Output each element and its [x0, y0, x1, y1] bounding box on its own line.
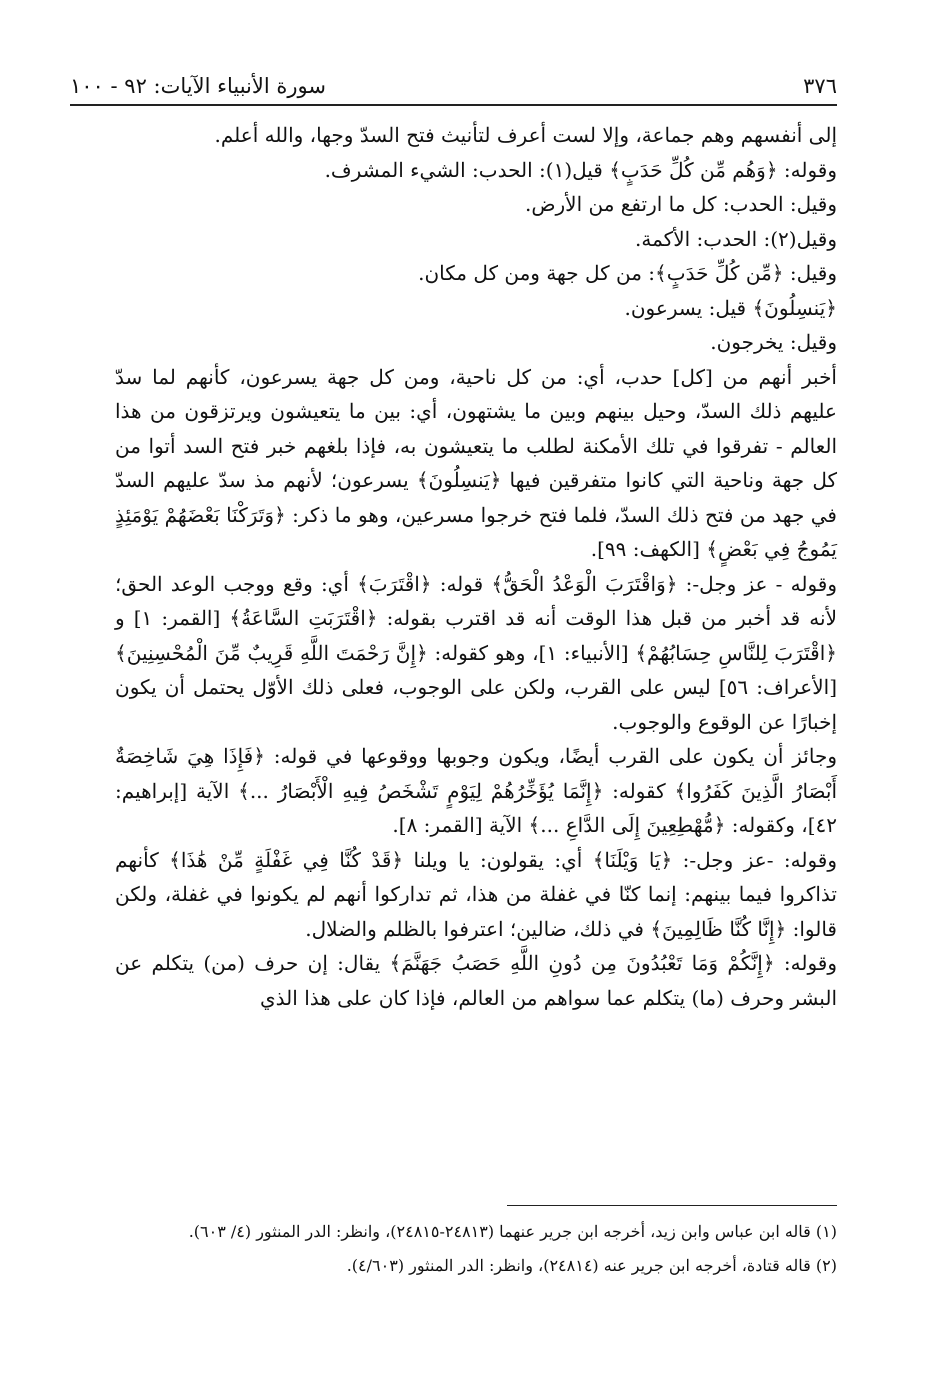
- footnote-divider: [507, 1205, 837, 1206]
- paragraph: وقيل: يخرجون.: [710, 330, 837, 354]
- paragraph: وجائز أن يكون على القرب أيضًا، ويكون وجوبها ووقوعها في قوله: ﴿فَإِذَا هِيَ شَاخِصَةٌ أَبْصَارُ الَّذِينَ كَفَرُوا﴾ كقوله: ﴿إِنَّمَا يُؤَخِّرُهُمْ لِيَوْمٍ تَشْخَصُ فِيهِ الْأَبْصَارُ ...﴾ الآية [إبراهيم: ٤٢]، وكقوله: ﴿مُّهْطِعِينَ إِلَى الدَّاعِ ...﴾ الآية [القمر: ٨].: [115, 744, 837, 837]
- paragraph: وقوله - عز وجل-: ﴿وَاقْتَرَبَ الْوَعْدُ الْحَقُّ﴾ قوله: ﴿اقْتَرَبَ﴾ أي: وقع ووجب الوعد الحق؛ لأنه قد أخبر من قبل هذا الوقت أنه قد اقترب بقوله: ﴿اقْتَرَبَتِ السَّاعَةُ﴾ [القمر: ١] و ﴿اقْتَرَبَ لِلنَّاسِ حِسَابُهُمْ﴾ [الأنبياء: ١]، وهو كقوله: ﴿إِنَّ رَحْمَتَ اللَّهِ قَرِيبٌ مِّنَ الْمُحْسِنِينَ﴾ [الأعراف: ٥٦] ليس على القرب، ولكن على الوجوب، فعلى ذلك الأوّل يحتمل أن يكون إخبارًا عن الوقوع والوجوب.: [115, 571, 837, 734]
- paragraph: إلى أنفسهم وهم جماعة، وإلا لست أعرف لتأنيث فتح السدّ وجها، والله أعلم.: [214, 123, 837, 147]
- paragraph: وقيل: الحدب: كل ما ارتفع من الأرض.: [524, 192, 837, 216]
- footnote: (٢) قاله قتادة، أخرجه ابن جرير عنه (٢٤٨١٤)، وانظر: الدر المنثور (٤/٦٠٣).: [346, 1256, 837, 1275]
- page-number: ٣٧٦: [803, 74, 837, 98]
- paragraph: وقوله: ﴿إِنَّكُمْ وَمَا تَعْبُدُونَ مِن دُونِ اللَّهِ حَصَبُ جَهَنَّمَ﴾ يقال: إن حرف (من) يتكلم عن البشر وحرف (ما) يتكلم عما سواهم من العالم، فإذا كان على هذا الذي: [115, 951, 837, 1010]
- paragraph: وقيل: ﴿مِّن كُلِّ حَدَبٍ﴾: من كل جهة ومن كل مكان.: [418, 261, 837, 285]
- paragraph: ﴿يَنسِلُونَ﴾ قيل: يسرعون.: [624, 295, 837, 320]
- footnote: (١) قاله ابن عباس وابن زيد، أخرجه ابن جرير عنهما (٢٤٨١٣-٢٤٨١٥)، وانظر: الدر المنثور (٤/ ٦٠٣).: [188, 1222, 837, 1241]
- paragraph: وقوله: -عز وجل-: ﴿يَا وَيْلَنَا﴾ أي: يقولون: يا ويلنا ﴿قَدْ كُنَّا فِي غَفْلَةٍ مِّنْ هَٰذَا﴾ كأنهم تذاكروا فيما بينهم: إنما كنّا في غفلة من هذا، ثم تداركوا أنهم لم يكونوا في غفلة، ولكن قالوا: ﴿إِنَّا كُنَّا ظَالِمِينَ﴾ في ذلك، ضالين؛ اعترفوا بالظلم والضلال.: [115, 847, 837, 941]
- paragraph: أخبر أنهم من [كل] حدب، أي: من كل ناحية، ومن كل جهة يسرعون، كأنهم لما سدّ عليهم ذلك السدّ، وحيل بينهم وبين ما يشتهون، أي: بين ما يتعيشون ويرتزقون من هذا العالم - تفرقوا في تلك الأمكنة لطلب ما يتعيشون به، فإذا بلغهم خبر فتح السد أتوا من كل جهة وناحية التي كانوا متفرقين فيها ﴿يَنسِلُونَ﴾ يسرعون؛ لأنهم مذ سدّ عليهم السدّ في جهد من فتح ذلك السدّ، فلما فتح خرجوا مسرعين، وهو ما ذكر: ﴿وَتَرَكْنَا بَعْضَهُمْ يَوْمَئِذٍ يَمُوجُ فِي بَعْضٍ﴾ [الكهف: ٩٩].: [115, 364, 837, 561]
- paragraph: وقيل(٢): الحدب: الأكمة.: [635, 226, 837, 251]
- page-title: سورة الأنبياء الآيات: ٩٢ - ١٠٠: [70, 74, 326, 98]
- footnotes: [110, 1218, 837, 1286]
- paragraph: وقوله: ﴿وَهُم مِّن كُلِّ حَدَبٍ﴾ قيل(١): الحدب: الشيء المشرف.: [324, 157, 837, 182]
- main-text: [115, 118, 837, 1015]
- page-header: [70, 60, 837, 106]
